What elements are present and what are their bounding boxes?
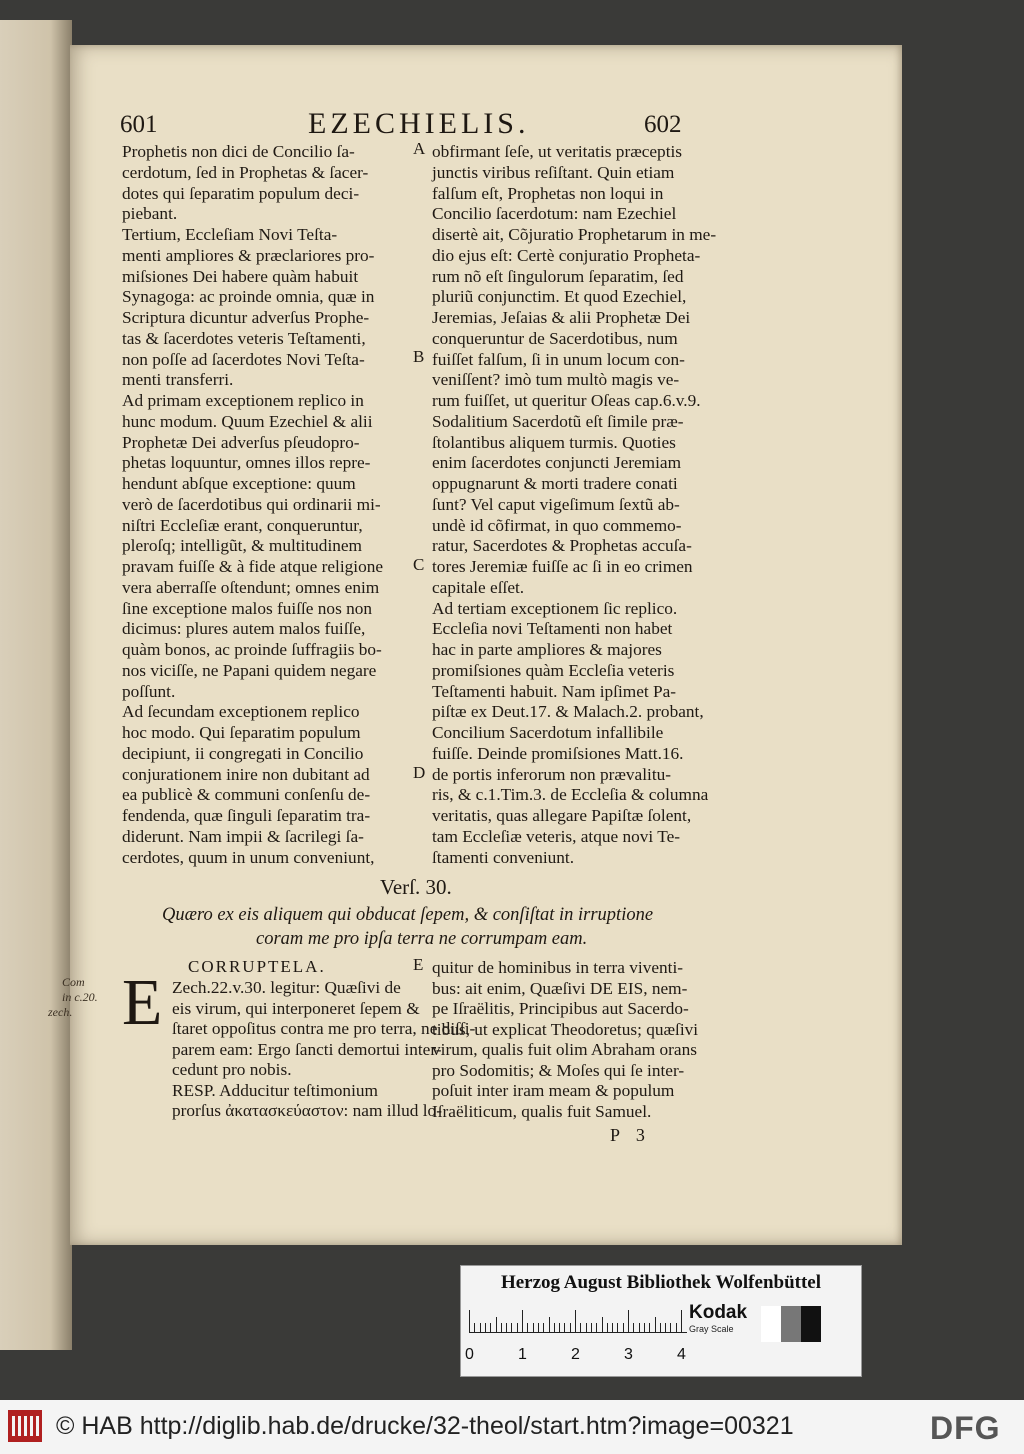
- text-line: conqueruntur de Sacerdotibus, num: [432, 328, 678, 348]
- text-line: rum fuiſſet, ut queritur Oſeas cap.6.v.9.: [432, 391, 701, 410]
- text-line: prorſus ἀκατασκεύαστον: nam illud lo-: [172, 1101, 442, 1120]
- margin-letter-c: C: [413, 555, 425, 574]
- page-number-right: 602: [644, 111, 682, 138]
- text-line: Iſraëliticum, qualis fuit Samuel.: [432, 1101, 652, 1121]
- text-line: pro Sodomitis; & Moſes qui ſe inter-: [432, 1060, 685, 1080]
- ruler-tick: [676, 1323, 677, 1332]
- text-line: veniſſent? imò tum multò magis ve-: [432, 370, 680, 390]
- ruler-tick: [543, 1323, 544, 1332]
- ruler-number: 1: [518, 1346, 527, 1363]
- ruler-tick: [591, 1323, 592, 1332]
- ruler-tick: [490, 1323, 491, 1332]
- ruler-tick: [580, 1323, 581, 1332]
- ruler-tick: [564, 1323, 565, 1332]
- text-line: oppugnarunt & morti tradere conati: [432, 474, 678, 493]
- text-line: hac in parte ampliores & majores: [432, 640, 662, 659]
- ruler-tick: [617, 1323, 618, 1332]
- ruler-tick: [602, 1317, 603, 1332]
- ruler-tick: [522, 1310, 523, 1332]
- text-line: tam Eccleſiæ veteris, atque novi Te-: [432, 826, 681, 846]
- text-line: Prophetis non dici de Concilio ſa-: [122, 142, 355, 161]
- text-line: piſtæ ex Deut.17. & Malach.2. probant,: [432, 702, 704, 722]
- ruler-tick: [596, 1323, 597, 1332]
- ruler-tick: [485, 1323, 486, 1332]
- text-line: menti ampliores & præclariores pro-: [122, 245, 375, 265]
- margin-letter-d: D: [413, 763, 426, 782]
- book-page: [70, 45, 902, 1245]
- ruler-tick: [527, 1323, 528, 1332]
- text-line: pravam fuiſſe & à fide atque religione: [122, 557, 384, 576]
- ruler-tick: [511, 1323, 512, 1332]
- verse-text-line1: Quæro ex eis aliquem qui obducat ſepem, & conſiſtat in irruptione: [162, 905, 654, 925]
- text-line: disertè ait, Cõjuratio Prophetarum in me-: [432, 225, 717, 244]
- dfg-logo: DFG: [930, 1410, 1001, 1446]
- ruler-tick: [469, 1310, 470, 1332]
- ruler-number: 0: [465, 1346, 474, 1363]
- ruler-tick: [554, 1323, 555, 1332]
- text-line: cerdotes, quum in unum conveniunt,: [122, 847, 375, 867]
- ruler-tick: [559, 1323, 560, 1332]
- text-line: Tertium, Eccleſiam Novi Teſta-: [122, 225, 338, 244]
- text-line: ſunt? Vel caput vigeſimum ſextũ ab-: [432, 494, 680, 514]
- text-line: pluriũ conjunctim. Et quod Ezechiel,: [432, 287, 687, 307]
- library-name: Herzog August Bibliothek Wolfenbüttel: [500, 1272, 822, 1293]
- text-line: Concilio ſacerdotum: nam Ezechiel: [432, 204, 677, 224]
- text-line: obfirmant ſeſe, ut veritatis præceptis: [432, 142, 683, 161]
- ruler-tick: [480, 1323, 481, 1332]
- verse-text-line2: coram me pro ipſa terra ne corrumpam eam.: [256, 929, 588, 949]
- text-line: capitale eſſet.: [432, 577, 525, 597]
- text-line: junctis viribus reſiſtant. Quin etiam: [432, 162, 675, 182]
- text-line: parem eam: Ergo ſancti demortui inter-: [172, 1039, 442, 1059]
- text-line: hoc modo. Qui ſeparatim populum: [122, 723, 361, 742]
- text-line: Ad ſecundam exceptionem replico: [122, 702, 360, 722]
- text-line: Zech.22.v.30. legitur: Quæſivi de: [172, 978, 401, 997]
- ruler-number: 2: [571, 1346, 580, 1363]
- ruler-tick: [496, 1317, 497, 1332]
- ruler-tick: [681, 1310, 682, 1332]
- text-line: dotes qui ſeparatim populum deci-: [122, 183, 360, 203]
- kodak-label: Kodak: [689, 1302, 748, 1323]
- text-line: decipiunt, ii congregati in Concilio: [122, 743, 364, 763]
- verse-heading: Verſ. 30.: [380, 875, 452, 899]
- text-line: falſum eſt, Prophetas non loqui in: [432, 183, 664, 203]
- text-line: fendenda, quæ ſinguli ſeparatim tra-: [122, 806, 371, 825]
- ruler-tick: [474, 1323, 475, 1332]
- ruler-tick: [506, 1323, 507, 1332]
- page-number-left: 601: [120, 111, 158, 138]
- text-line: Ad primam exceptionem replico in: [122, 391, 364, 410]
- text-line: RESP. Adducitur teſtimonium: [172, 1080, 378, 1100]
- text-line: fuiſſet falſum, ſi in unum locum con-: [432, 349, 685, 369]
- ruler-tick: [549, 1317, 550, 1332]
- digital-library-icon: [8, 1410, 42, 1442]
- running-title: EZECHIELIS.: [308, 107, 530, 140]
- ruler-tick: [570, 1323, 571, 1332]
- text-line: cedunt pro nobis.: [172, 1060, 292, 1079]
- scale-ruler: [469, 1306, 687, 1333]
- text-line: menti transferri.: [122, 370, 234, 390]
- text-line: bus: ait enim, Quæſivi DE EIS, nem-: [432, 978, 688, 998]
- ruler-tick: [649, 1323, 650, 1332]
- text-line: Concilium Sacerdotum infallibile: [432, 723, 664, 742]
- ruler-tick: [623, 1323, 624, 1332]
- side-note-line1: Com: [62, 975, 85, 989]
- margin-letter-e: E: [413, 955, 424, 974]
- text-line: ratur, Sacerdotes & Prophetas accuſa-: [432, 536, 692, 556]
- text-line: hendunt abſque exceptione: quum: [122, 474, 356, 493]
- text-line: phetas loquuntur, omnes illos repre-: [122, 453, 371, 473]
- text-line: hunc modum. Quum Ezechiel & alii: [122, 411, 373, 431]
- text-line: piebant.: [122, 204, 178, 224]
- text-line: Eccleſia novi Teſtamenti non habet: [432, 619, 673, 639]
- previous-page-edge: [0, 20, 72, 1350]
- text-line: enim ſacerdotes conjuncti Jeremiam: [432, 453, 682, 473]
- text-line: promiſsiones quàm Eccleſia veteris: [432, 660, 675, 680]
- text-line: tores Jeremiæ fuiſſe ac ſi in eo crimen: [432, 557, 693, 576]
- text-line: ſtamenti conveniunt.: [432, 847, 575, 867]
- ruler-tick: [633, 1323, 634, 1332]
- text-line: diderunt. Nam impii & ſacrilegi ſa-: [122, 826, 364, 846]
- text-line: virum, qualis fuit olim Abraham orans: [432, 1040, 697, 1059]
- signature-mark: P 3: [610, 1125, 651, 1145]
- ruler-number: 4: [677, 1346, 686, 1363]
- text-line: Prophetæ Dei adverſus pſeudopro-: [122, 432, 360, 452]
- ruler-tick: [538, 1323, 539, 1332]
- text-line: fuiſſe. Deinde promiſsiones Matt.16.: [432, 743, 684, 763]
- credit-link[interactable]: © HAB http://diglib.hab.de/drucke/32-theol/start.htm?image=00321: [56, 1412, 794, 1440]
- text-line: Sodalitium Sacerdotũ eſt ſimile præ-: [432, 411, 684, 431]
- text-line: ſtolantibus aliquem turmis. Quoties: [432, 432, 676, 452]
- ruler-tick: [612, 1323, 613, 1332]
- text-line: Jeremias, Jeſaias & alii Prophetæ Dei: [432, 308, 691, 327]
- grayscale-label: Gray Scale: [689, 1324, 734, 1334]
- text-line: rum nõ eſt ſingulorum ſeparatim, ſed: [432, 266, 684, 286]
- text-line: nos viciſſe, ne Papani quidem negare: [122, 660, 377, 680]
- gray-swatch: [761, 1306, 821, 1342]
- text-line: quitur de hominibus in terra viventi-: [432, 958, 684, 977]
- ruler-tick: [517, 1323, 518, 1332]
- text-line: dicimus: plures autem malos fuiſſe,: [122, 619, 366, 639]
- ruler-tick: [628, 1310, 629, 1332]
- library-color-bar: [460, 1265, 862, 1377]
- text-line: de portis inferorum non prævalitu-: [432, 764, 672, 784]
- text-line: cerdotum, ſed in Prophetas & ſacer-: [122, 162, 369, 182]
- text-line: ſtaret oppoſitus contra me pro terra, ne diſſi-: [172, 1019, 476, 1038]
- ruler-tick: [644, 1323, 645, 1332]
- text-line: vera aberraſſe oſtendunt; omnes enim: [122, 577, 380, 597]
- ruler-tick: [660, 1323, 661, 1332]
- text-line: ſine exceptione malos fuiſſe nos non: [122, 598, 373, 618]
- margin-letter-a: A: [413, 139, 426, 158]
- ruler-tick: [665, 1323, 666, 1332]
- text-line: Ad tertiam exceptionem ſic replico.: [432, 598, 678, 618]
- ruler-tick: [586, 1323, 587, 1332]
- drop-cap: E: [122, 966, 163, 1039]
- text-line: Scriptura dicuntur adverſus Prophe-: [122, 308, 370, 327]
- margin-letter-b: B: [413, 347, 425, 366]
- side-note-line2: in c.20.: [62, 990, 98, 1004]
- side-note-line3: zech.: [48, 1005, 73, 1019]
- footer-bar: [0, 1400, 1024, 1454]
- text-line: Teſtamenti habuit. Nam ipſimet Pa-: [432, 681, 677, 701]
- text-line: eis virum, qui interponeret ſepem &: [172, 998, 420, 1018]
- text-line: veritatis, quas allegare Papiſtæ ſolent,: [432, 806, 692, 825]
- ruler-number: 3: [624, 1346, 633, 1363]
- text-line: tas & ſacerdotes veteris Teſtamenti,: [122, 328, 366, 348]
- text-line: miſsiones Dei habere quàm habuit: [122, 266, 359, 286]
- text-line: quàm bonos, ac proinde ſuffragiis bo-: [122, 640, 382, 659]
- side-margin-note: [0, 975, 98, 1020]
- text-line: pleroſq; intelligũt, & multitudinem: [122, 536, 362, 556]
- text-line: Synagoga: ac proinde omnia, quæ in: [122, 287, 375, 307]
- ruler-tick: [607, 1323, 608, 1332]
- text-line: undè id cõfirmat, in quo commemo-: [432, 515, 682, 535]
- text-line: non poſſe ad ſacerdotes Novi Teſta-: [122, 349, 365, 369]
- text-line: ris, & c.1.Tim.3. de Eccleſia & columna: [432, 785, 709, 805]
- text-line: poſuit inter iram meam & populum: [432, 1081, 675, 1100]
- text-line: verò de ſacerdotibus qui ordinarii mi-: [122, 494, 381, 514]
- ruler-tick: [575, 1310, 576, 1332]
- ruler-tick: [501, 1323, 502, 1332]
- text-line: niſtri Eccleſiæ erant, conqueruntur,: [122, 515, 363, 535]
- ruler-tick: [655, 1317, 656, 1332]
- text-line: tibus, ut explicat Theodoretus; quæſivi: [432, 1019, 699, 1039]
- text-line: dio ejus eſt: Certè conjuratio Propheta-: [432, 245, 701, 265]
- corruptela-heading: CORRUPTELA.: [188, 957, 326, 976]
- text-line: poſſunt.: [122, 681, 176, 701]
- ruler-tick: [670, 1323, 671, 1332]
- ruler-tick: [639, 1323, 640, 1332]
- ruler-tick: [533, 1323, 534, 1332]
- text-line: pe Iſraëlitis, Principibus aut Sacerdo-: [432, 999, 689, 1018]
- text-line: ea publicè & communi conſenſu de-: [122, 785, 371, 805]
- text-line: conjurationem inire non dubitant ad: [122, 764, 370, 784]
